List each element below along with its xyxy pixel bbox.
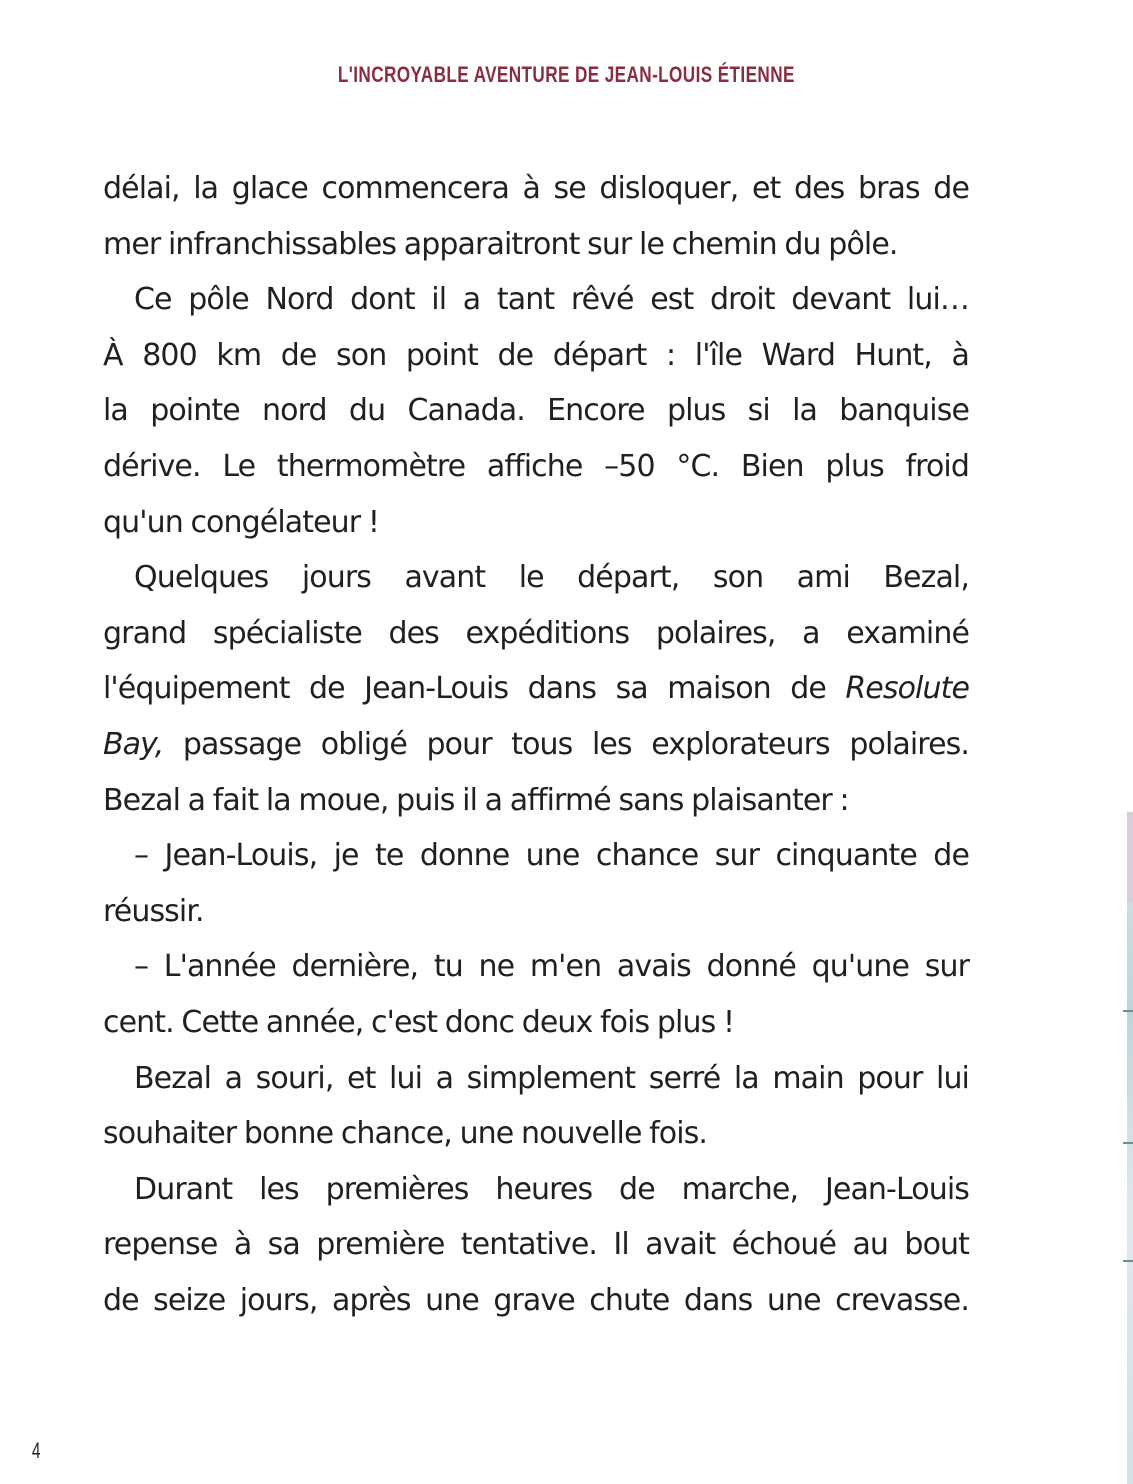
text-line: délai, la glace commencera à se disloquer, et des bras de: [103, 171, 969, 206]
page-number: 4: [31, 1438, 41, 1463]
text-line: qu'un congélateur !: [103, 504, 379, 540]
text-line-part: l'équipement de Jean-Louis dans sa maison de: [103, 671, 846, 707]
text-line: mer infranchissables apparaitront sur le chemin du pôle.: [103, 226, 898, 262]
italic-place-name: Resolute: [845, 671, 969, 707]
italic-place-name: Bay,: [103, 726, 164, 762]
text-line: [103, 661, 969, 717]
text-line: Durant les premières heures de marche, Jean-Louis: [134, 1171, 969, 1207]
text-line: la pointe nord du Canada. Encore plus si la banquise: [103, 393, 969, 429]
text-line: grand spécialiste des expéditions polaires, a examiné: [103, 615, 969, 651]
facing-page-edge-tick: [1123, 1260, 1133, 1262]
text-line: réussir.: [103, 893, 204, 929]
facing-page-edge-tick: [1123, 1142, 1133, 1144]
text-line: de seize jours, après une grave chute dans une crevasse.: [103, 1282, 969, 1318]
text-line: Bezal a fait la moue, puis il a affirmé sans plaisanter :: [103, 782, 849, 818]
text-line: Quelques jours avant le départ, son ami Bezal,: [134, 560, 969, 596]
text-line: À 800 km de son point de départ : l'île Ward Hunt, à: [103, 337, 969, 373]
text-line: souhaiter bonne chance, une nouvelle fois.: [103, 1116, 708, 1152]
text-line: dérive. Le thermomètre affiche –50 °C. Bien plus froid: [103, 448, 969, 484]
text-line-part: passage obligé pour tous les explorateurs polaires.: [163, 726, 969, 762]
text-line: [103, 717, 969, 773]
text-line: – Jean-Louis, je te donne une chance sur cinquante de: [134, 838, 969, 874]
text-line: Bezal a souri, et lui a simplement serré la main pour lui: [134, 1060, 969, 1096]
text-line: repense à sa première tentative. Il avait échoué au bout: [103, 1227, 969, 1263]
facing-page-edge-tick: [1123, 1010, 1133, 1012]
running-header: L'INCROYABLE AVENTURE DE JEAN-LOUIS ÉTIENNE: [337, 62, 795, 87]
body-text: [103, 161, 969, 1328]
text-line: – L'année dernière, tu ne m'en avais donné qu'une sur: [134, 949, 969, 985]
text-line: cent. Cette année, c'est donc deux fois plus !: [103, 1004, 735, 1040]
facing-page-edge: [1127, 812, 1133, 1484]
text-line: Ce pôle Nord dont il a tant rêvé est droit devant lui…: [134, 282, 969, 318]
